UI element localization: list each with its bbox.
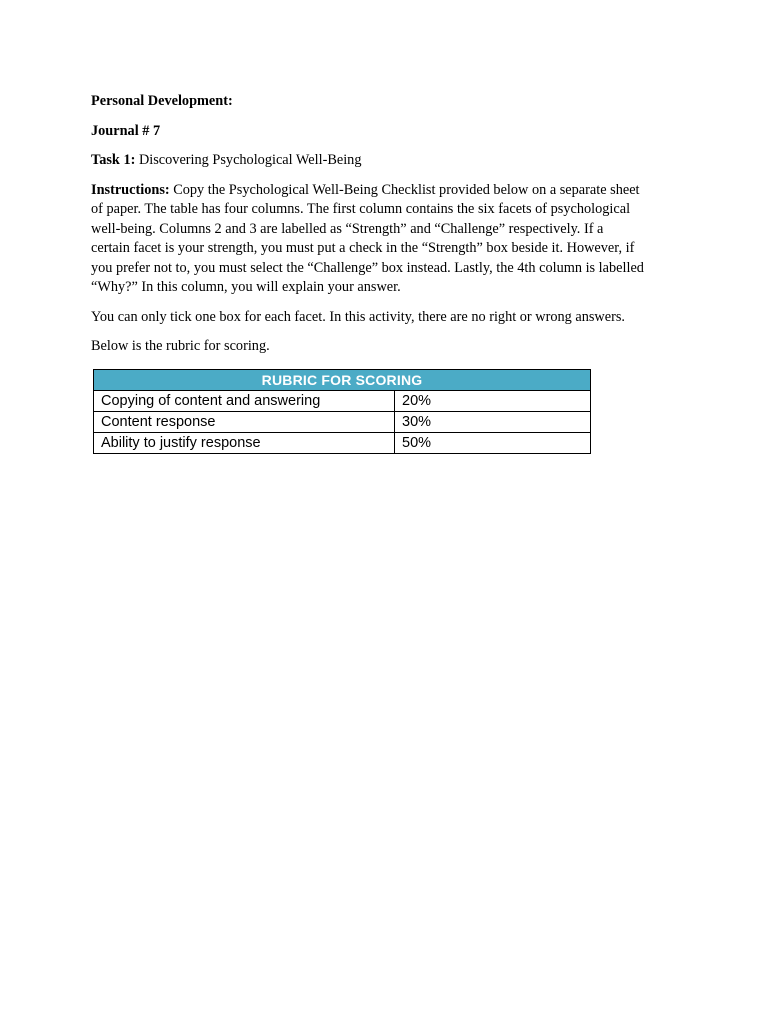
rubric-criterion: Copying of content and answering xyxy=(94,391,395,412)
rubric-table xyxy=(93,369,591,454)
rubric-weight: 30% xyxy=(395,412,591,433)
table-row xyxy=(94,412,591,433)
task-line xyxy=(91,151,683,171)
task-text: Discovering Psychological Well-Being xyxy=(135,152,362,168)
instructions-line-1: Copy the Psychological Well-Being Checklist provided below on a separate sheet xyxy=(169,181,640,198)
instructions-line-5: you prefer not to, you must select the “Challenge” box instead. Lastly, the 4th column is labelled xyxy=(91,259,644,276)
table-row xyxy=(94,391,591,412)
document-body xyxy=(91,92,683,367)
journal-number: Journal # 7 xyxy=(91,122,161,139)
instructions-label: Instructions: xyxy=(91,181,170,198)
table-row xyxy=(94,433,591,454)
rubric-criterion: Ability to justify response xyxy=(94,433,395,454)
instructions-line-2: of paper. The table has four columns. The first column contains the six facets of psychological xyxy=(91,201,631,217)
rubric-header: RUBRIC FOR SCORING xyxy=(94,370,591,391)
rubric-weight: 50% xyxy=(395,433,591,454)
instructions-line-6: “Why?” In this column, you will explain your answer. xyxy=(91,279,401,295)
rubric-weight: 20% xyxy=(395,391,591,412)
rubric-intro: Below is the rubric for scoring. xyxy=(91,338,270,354)
instructions-line-4: certain facet is your strength, you must put a check in the “Strength” box beside it. However, if xyxy=(91,240,635,256)
instructions-paragraph xyxy=(91,181,683,298)
rubric-header-row xyxy=(94,370,591,391)
note-paragraph: You can only tick one box for each facet. In this activity, there are no right or wrong answers. xyxy=(91,308,625,325)
rubric-criterion: Content response xyxy=(94,412,395,433)
instructions-line-3: well-being. Columns 2 and 3 are labelled as “Strength” and “Challenge” respectively. If a xyxy=(91,220,604,237)
document-title: Personal Development: xyxy=(91,93,233,109)
task-label: Task 1: xyxy=(91,152,136,168)
